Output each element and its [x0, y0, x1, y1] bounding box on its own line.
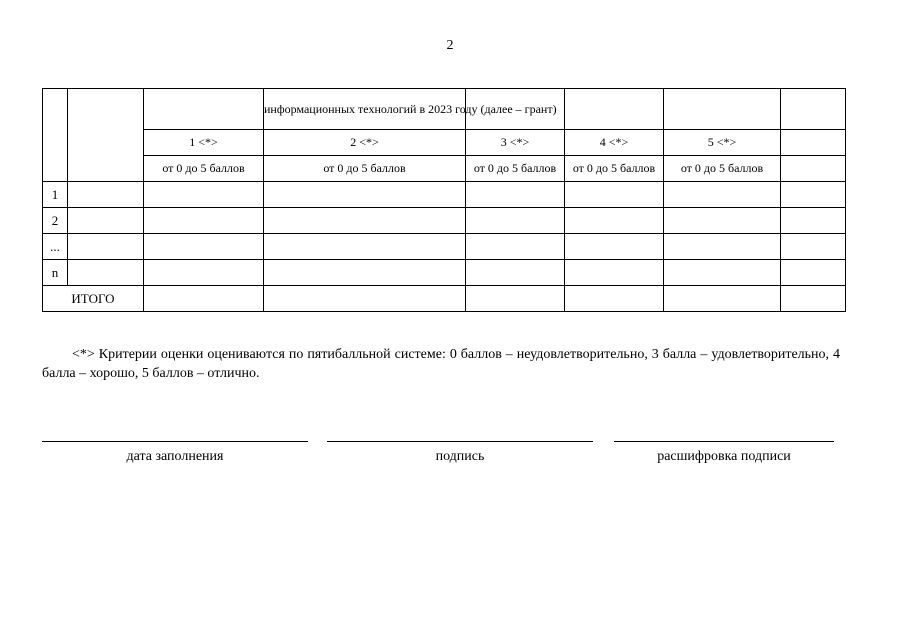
input-cell[interactable]: [565, 260, 664, 286]
input-cell[interactable]: [144, 182, 264, 208]
input-cell[interactable]: [565, 182, 664, 208]
input-cell[interactable]: [68, 260, 144, 286]
input-cell[interactable]: [781, 234, 846, 260]
range-label: от 0 до 5 баллов: [664, 156, 781, 182]
total-label: ИТОГО: [43, 286, 144, 312]
input-cell[interactable]: [664, 234, 781, 260]
table-header-grant-text: информационных технологий в 2023 году (далее – грант): [264, 89, 466, 130]
row-number: ...: [43, 234, 68, 260]
input-cell[interactable]: [664, 260, 781, 286]
input-cell[interactable]: [565, 208, 664, 234]
input-cell[interactable]: [781, 286, 846, 312]
input-cell[interactable]: [781, 260, 846, 286]
criterion-header: 1 <*>: [144, 130, 264, 156]
date-line[interactable]: [42, 441, 308, 442]
input-cell[interactable]: [264, 234, 466, 260]
input-cell[interactable]: [466, 286, 565, 312]
input-cell[interactable]: [264, 260, 466, 286]
table-cell: [68, 89, 144, 182]
input-cell[interactable]: [144, 234, 264, 260]
table-cell: [144, 89, 264, 130]
decoding-label: расшифровка подписи: [657, 449, 791, 464]
range-label: от 0 до 5 баллов: [565, 156, 664, 182]
table-row: [43, 234, 846, 260]
input-cell[interactable]: [68, 182, 144, 208]
input-cell[interactable]: [68, 208, 144, 234]
input-cell[interactable]: [466, 260, 565, 286]
row-number: 1: [43, 182, 68, 208]
table-cell: [781, 156, 846, 182]
table-row: [43, 182, 846, 208]
input-cell[interactable]: [466, 208, 565, 234]
decoding-line[interactable]: [614, 441, 834, 442]
signature-line[interactable]: [327, 441, 593, 442]
table-cell: [43, 89, 68, 182]
input-cell[interactable]: [664, 208, 781, 234]
row-number: n: [43, 260, 68, 286]
table-cell: [565, 89, 664, 130]
signature-label: подпись: [435, 449, 485, 464]
criterion-header: 5 <*>: [664, 130, 781, 156]
table-cell: [781, 89, 846, 130]
table-row-total: [43, 286, 846, 312]
input-cell[interactable]: [264, 208, 466, 234]
input-cell[interactable]: [781, 182, 846, 208]
input-cell[interactable]: [664, 286, 781, 312]
input-cell[interactable]: [144, 286, 264, 312]
table-row: [43, 208, 846, 234]
scoring-table: [42, 88, 846, 312]
input-cell[interactable]: [68, 234, 144, 260]
table-cell: [781, 130, 846, 156]
criterion-header: 2 <*>: [264, 130, 466, 156]
table-cell: [664, 89, 781, 130]
table-row: [43, 260, 846, 286]
footnote: <*> Критерии оценки оцениваются по пятибалльной системе: 0 баллов – неудовлетворительно, 3 балла – удовлетворительно, 4 балла – хорошо, 5 баллов – отлично.: [42, 347, 840, 381]
input-cell[interactable]: [565, 286, 664, 312]
range-label: от 0 до 5 баллов: [144, 156, 264, 182]
range-label: от 0 до 5 баллов: [264, 156, 466, 182]
input-cell[interactable]: [664, 182, 781, 208]
input-cell[interactable]: [144, 260, 264, 286]
input-cell[interactable]: [264, 182, 466, 208]
input-cell[interactable]: [466, 234, 565, 260]
input-cell[interactable]: [264, 286, 466, 312]
range-label: от 0 до 5 баллов: [466, 156, 565, 182]
date-label: дата заполнения: [126, 449, 224, 464]
page-number: 2: [446, 38, 454, 53]
criterion-header: 3 <*>: [466, 130, 565, 156]
input-cell[interactable]: [781, 208, 846, 234]
criterion-header: 4 <*>: [565, 130, 664, 156]
input-cell[interactable]: [565, 234, 664, 260]
input-cell[interactable]: [466, 182, 565, 208]
row-number: 2: [43, 208, 68, 234]
input-cell[interactable]: [144, 208, 264, 234]
